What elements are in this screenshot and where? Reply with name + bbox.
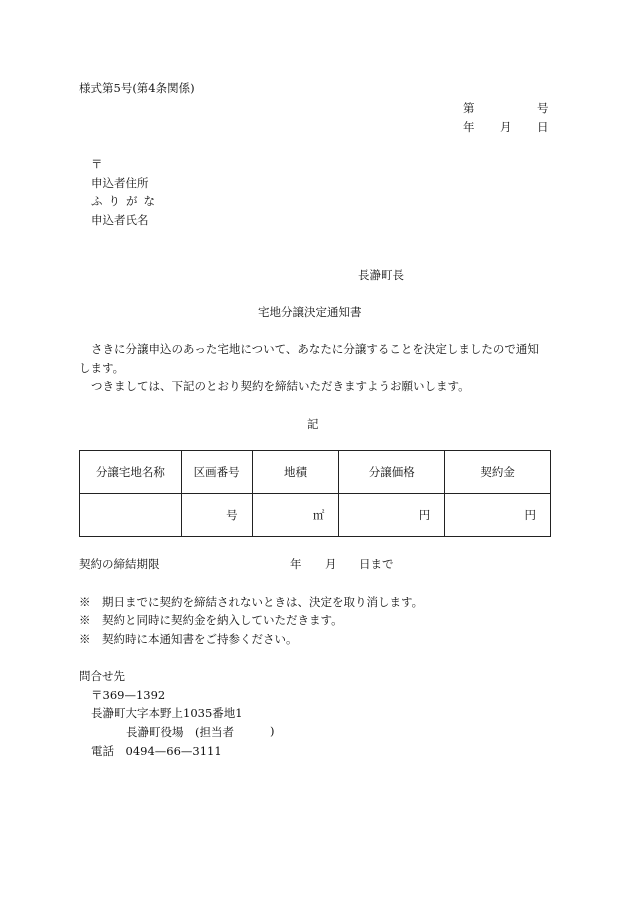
contact-office: 長瀞町役場 (担当者 <box>126 725 234 739</box>
contact-phone: 電話 0494—66—3111 <box>91 744 222 758</box>
recipient-name-label: 申込者氏名 <box>91 213 149 227</box>
contact-office-close: ) <box>270 724 275 738</box>
document-number-suffix: 号 <box>537 101 549 115</box>
header-lot-name: 分譲宅地名称 <box>80 451 182 494</box>
issuer-title: 長瀞町長 <box>358 268 404 282</box>
cell-area-unit: ㎡ <box>252 494 339 537</box>
note-1: ※ 期日までに契約を締結されないときは、決定を取り消します。 <box>79 595 424 609</box>
note-3: ※ 契約時に本通知書をご持参ください。 <box>79 632 298 646</box>
body-line-2: します。 <box>79 361 125 375</box>
table-header-row <box>80 451 551 494</box>
date-month-label: 月 <box>500 120 512 134</box>
table-row <box>80 494 551 537</box>
deadline-label: 契約の締結期限 <box>79 557 160 571</box>
note-2: ※ 契約と同時に契約金を納入していただきます。 <box>79 613 343 627</box>
document-title: 宅地分譲決定通知書 <box>258 305 362 319</box>
lot-info-table <box>79 450 551 537</box>
contact-address: 長瀞町大字本野上1035番地1 <box>91 706 243 720</box>
date-year-label: 年 <box>463 120 475 134</box>
cell-lot-name <box>80 494 182 537</box>
contact-heading: 問合せ先 <box>79 669 125 683</box>
recipient-address-label: 申込者住所 <box>91 176 149 190</box>
header-price: 分譲価格 <box>339 451 445 494</box>
recipient-postal-mark: 〒 <box>91 157 103 171</box>
contact-postal: 〒369—1392 <box>91 688 166 702</box>
form-label: 様式第5号(第4条関係) <box>79 81 195 95</box>
header-deposit: 契約金 <box>445 451 551 494</box>
deadline-month: 月 <box>325 557 337 571</box>
body-line-1: さきに分譲申込のあった宅地について、あなたに分譲することを決定しましたので通知 <box>91 342 539 356</box>
date-day-label: 日 <box>537 120 549 134</box>
deadline-day-until: 日まで <box>359 557 394 571</box>
ki-label: 記 <box>307 417 319 431</box>
cell-lot-number-unit: 号 <box>181 494 252 537</box>
header-lot-number: 区画番号 <box>181 451 252 494</box>
deadline-year: 年 <box>290 557 302 571</box>
cell-deposit-unit: 円 <box>445 494 551 537</box>
document-number-prefix: 第 <box>463 101 475 115</box>
body-line-3: つきましては、下記のとおり契約を締結いただきますようお願いします。 <box>91 379 470 393</box>
recipient-furigana-label: ふりがな <box>91 194 161 208</box>
cell-price-unit: 円 <box>339 494 445 537</box>
header-area: 地積 <box>252 451 339 494</box>
